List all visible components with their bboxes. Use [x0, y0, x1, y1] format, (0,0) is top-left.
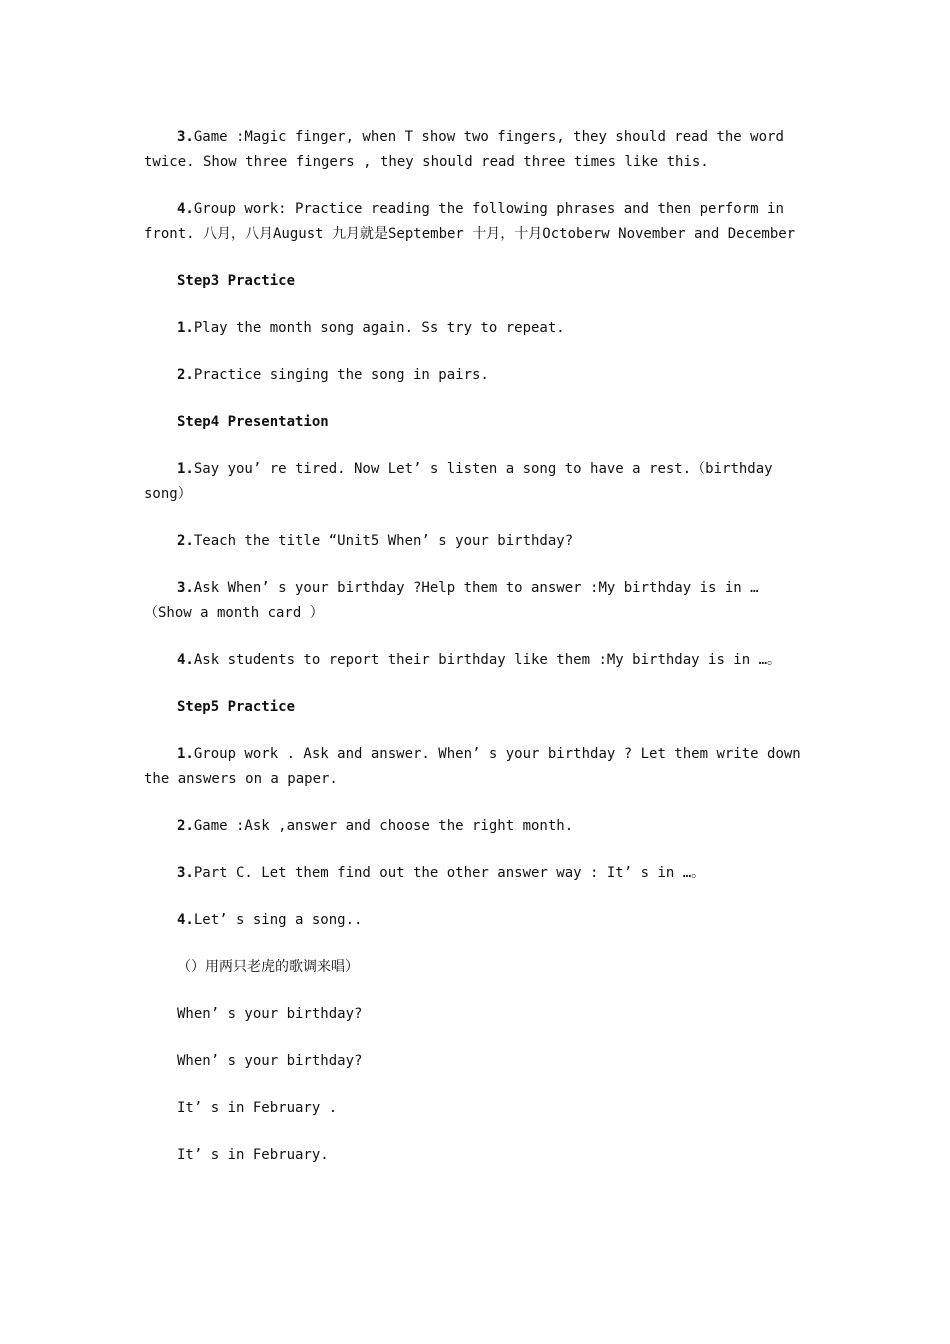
paragraph-text: Game :Ask ,answer and choose the right month.	[193, 818, 574, 834]
document-body	[144, 125, 804, 1190]
paragraph-game-choose-month	[144, 814, 804, 839]
paragraph-text: Let’ s sing a song..	[193, 912, 363, 928]
item-number: 3.	[177, 580, 194, 596]
section-heading-step4: Step4 Presentation	[177, 414, 329, 430]
item-number: 3.	[177, 129, 194, 145]
song-note: （）用两只老虎的歌调来唱）	[177, 959, 359, 975]
paragraph-report-birthday	[144, 648, 804, 673]
paragraph-text: Part C. Let them find out the other answer way : It’ s in …。	[193, 865, 706, 881]
paragraph-text: Ask When’ s your birthday ?Help them to answer :My birthday is in … （Show a month card ）	[144, 580, 759, 621]
item-number: 4.	[177, 912, 194, 928]
paragraph-sing-song	[144, 908, 804, 933]
item-number: 4.	[177, 201, 194, 217]
paragraph-teach-title	[144, 529, 804, 554]
paragraph-practice-singing	[144, 363, 804, 388]
paragraph-game-magic-finger	[144, 125, 804, 175]
item-number: 1.	[177, 320, 194, 336]
section-heading-step3: Step3 Practice	[177, 273, 296, 289]
paragraph-text: Teach the title “Unit5 When’ s your birthday?	[193, 533, 574, 549]
paragraph-text: Group work . Ask and answer. When’ s your birthday ? Let them write down the answers on a paper.	[144, 746, 801, 787]
item-number: 1.	[177, 746, 194, 762]
paragraph-ask-birthday	[144, 576, 804, 626]
paragraph-part-c	[144, 861, 804, 886]
item-number: 2.	[177, 818, 194, 834]
section-heading-step5: Step5 Practice	[177, 699, 296, 715]
item-number: 1.	[177, 461, 194, 477]
paragraph-text: Group work: Practice reading the following phrases and then perform in front. 八月，八月August 九月就是September 十月，十月Octoberw November and December	[144, 201, 796, 242]
song-lyric-line-2: When’ s your birthday?	[177, 1053, 363, 1069]
paragraph-say-tired	[144, 457, 804, 507]
paragraph-text: Ask students to report their birthday like them :My birthday is in …。	[193, 652, 782, 668]
paragraph-play-song	[144, 316, 804, 341]
paragraph-text: Say you’ re tired. Now Let’ s listen a song to have a rest.（birthday song）	[144, 461, 773, 502]
song-lyric-line-1: When’ s your birthday?	[177, 1006, 363, 1022]
item-number: 4.	[177, 652, 194, 668]
paragraph-text: Play the month song again. Ss try to repeat.	[193, 320, 565, 336]
paragraph-group-ask-answer	[144, 742, 804, 792]
paragraph-text: Game :Magic finger, when T show two fingers, they should read the word twice. Show three fingers , they should read three times like this.	[144, 129, 784, 170]
item-number: 3.	[177, 865, 194, 881]
item-number: 2.	[177, 367, 194, 383]
paragraph-group-work-phrases	[144, 197, 804, 247]
paragraph-text: Practice singing the song in pairs.	[193, 367, 489, 383]
item-number: 2.	[177, 533, 194, 549]
song-lyric-line-3: It’ s in February .	[177, 1100, 338, 1116]
song-lyric-line-4: It’ s in February.	[177, 1147, 329, 1163]
